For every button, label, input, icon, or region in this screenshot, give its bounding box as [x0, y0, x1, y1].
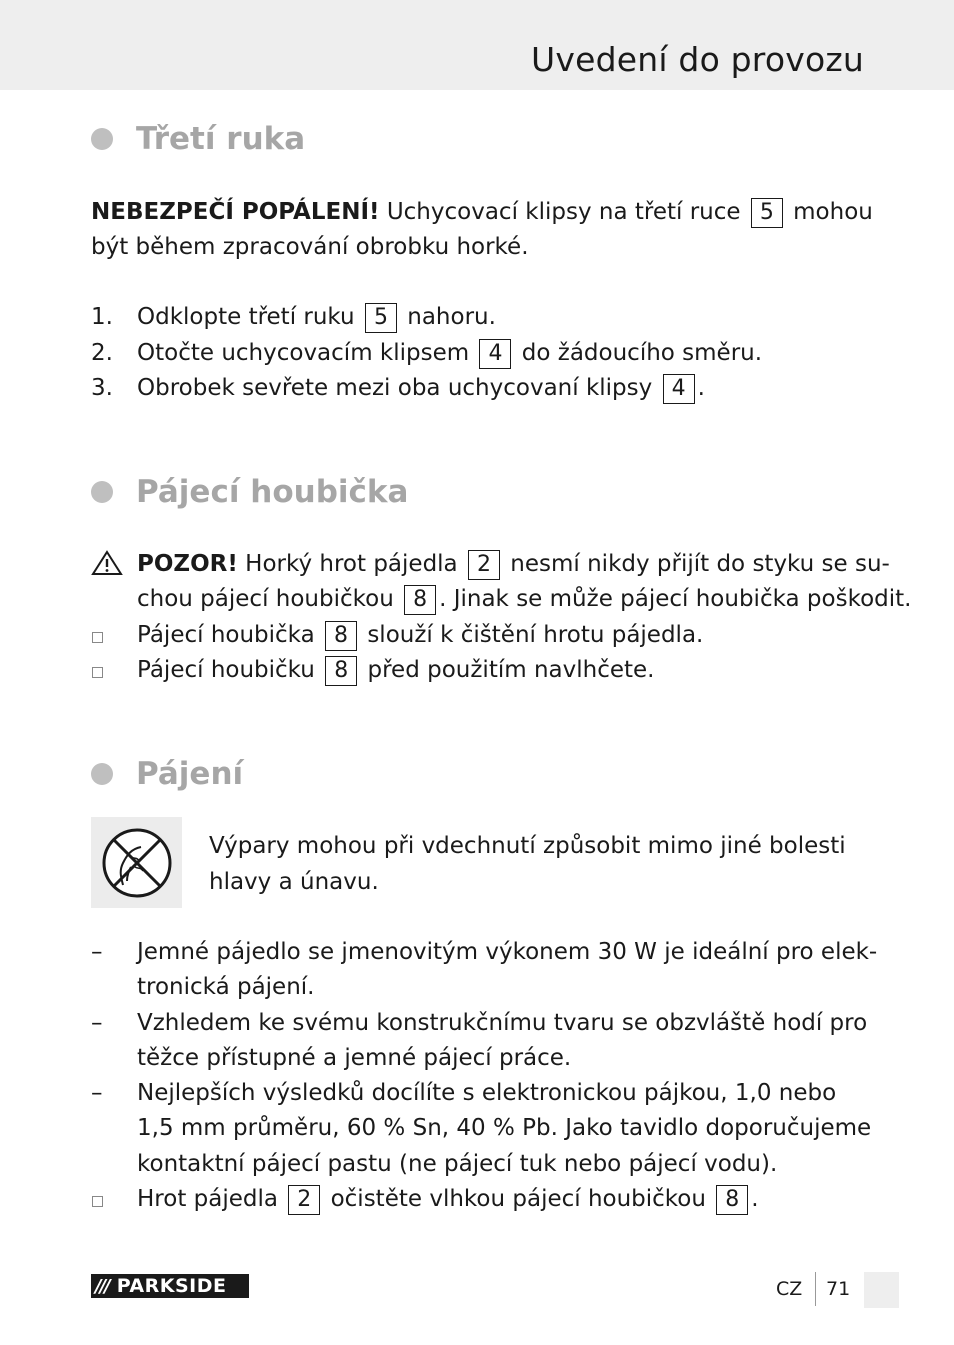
step-number: 2. — [91, 340, 113, 366]
part-ref: 2 — [468, 550, 500, 580]
page-title: Uvedení do provozu — [531, 40, 864, 79]
step-text: Otočte uchycovacím klipsem — [137, 340, 470, 366]
list-text: Hrot pájedla — [137, 1186, 278, 1212]
part-ref: 8 — [325, 621, 357, 651]
warning-text: Uchycovací klipsy na třetí ruce — [379, 199, 741, 225]
list-text: před použitím navlhčete. — [360, 657, 655, 683]
warning-triangle-icon — [91, 550, 123, 576]
section-title: Pájení — [136, 756, 244, 792]
section-heading-soldering — [91, 756, 243, 792]
part-ref: 8 — [325, 656, 357, 686]
dash-item-line: Jemné pájedlo se jmenovitým výkonem 30 W je ideální pro elek- — [137, 939, 878, 965]
step-text: nahoru. — [399, 304, 496, 330]
parkside-logo — [91, 1274, 249, 1298]
section-heading-third-hand — [91, 121, 305, 157]
section-heading-soldering-sponge — [91, 474, 408, 510]
dash-bullet: – — [91, 1080, 103, 1106]
dash-item-line: kontaktní pájecí pastu (ne pájecí tuk nebo pájecí vodu). — [137, 1151, 778, 1177]
step-text: Obrobek sevřete mezi oba uchycovaní klipsy — [137, 375, 653, 401]
list-text: . — [751, 1186, 759, 1212]
list-text: slouží k čištění hrotu pájedla. — [360, 622, 704, 648]
part-ref: 4 — [663, 374, 695, 404]
fumes-symbol-box — [91, 817, 182, 908]
list-text: Pájecí houbičku — [137, 657, 315, 683]
part-ref: 4 — [479, 339, 511, 369]
step-item — [137, 336, 762, 371]
part-ref: 2 — [288, 1185, 320, 1215]
footer-tab — [864, 1272, 899, 1308]
bullet-dot-icon — [91, 763, 113, 785]
part-ref: 8 — [404, 585, 436, 615]
caution-label: POZOR! — [137, 551, 238, 577]
caution-text-part: . Jinak se může pájecí houbička poškodit. — [439, 586, 912, 612]
part-ref: 5 — [751, 198, 783, 228]
warning-text: mohou — [785, 199, 873, 225]
step-text: do žádoucího směru. — [514, 340, 763, 366]
section-title: Pájecí houbička — [136, 474, 409, 510]
step-number: 1. — [91, 304, 113, 330]
burn-warning — [91, 195, 873, 230]
fumes-warning-line2: hlavy a únavu. — [209, 869, 379, 895]
step-item — [137, 300, 496, 335]
list-text: Pájecí houbička — [137, 622, 315, 648]
list-text: očistěte vlhkou pájecí houbičkou — [323, 1186, 706, 1212]
list-item — [137, 618, 703, 653]
caution-text-part: nesmí nikdy přijít do styku se su- — [502, 551, 890, 577]
step-item — [137, 371, 705, 406]
caution-text-line2 — [137, 582, 911, 617]
fumes-warning: Výpary mohou při vdechnutí způsobit mimo jiné bolesti — [209, 833, 846, 859]
logo-slashes: /// — [95, 1275, 109, 1297]
no-fumes-icon — [101, 827, 173, 899]
page-number: 71 — [826, 1278, 851, 1300]
dash-bullet: – — [91, 1010, 103, 1036]
checkbox-bullet-icon — [92, 1196, 103, 1207]
language-code: CZ — [776, 1278, 803, 1300]
bullet-dot-icon — [91, 128, 113, 150]
list-item — [137, 1182, 759, 1217]
dash-item-line: těžce přístupné a jemné pájecí práce. — [137, 1045, 572, 1071]
checkbox-bullet-icon — [92, 632, 103, 643]
bullet-dot-icon — [91, 481, 113, 503]
dash-bullet: – — [91, 939, 103, 965]
dash-item-line: Nejlepších výsledků docílíte s elektronickou pájkou, 1,0 nebo — [137, 1080, 837, 1106]
part-ref: 5 — [365, 303, 397, 333]
caution-text-part: Horký hrot pájedla — [237, 551, 458, 577]
footer-divider — [815, 1272, 816, 1306]
caution-text-part: chou pájecí houbičkou — [137, 586, 394, 612]
step-text: . — [697, 375, 705, 401]
section-title: Třetí ruka — [136, 121, 306, 157]
warning-label: NEBEZPEČÍ POPÁLENÍ! — [91, 199, 380, 225]
caution-text — [137, 547, 890, 582]
burn-warning-line2: být během zpracování obrobku horké. — [91, 234, 529, 260]
checkbox-bullet-icon — [92, 667, 103, 678]
step-text: Odklopte třetí ruku — [137, 304, 355, 330]
dash-item-line: 1,5 mm průměru, 60 % Sn, 40 % Pb. Jako tavidlo doporučujeme — [137, 1115, 872, 1141]
dash-item-line: Vzhledem ke svému konstrukčnímu tvaru se obzvláště hodí pro — [137, 1010, 868, 1036]
dash-item-line: tronická pájení. — [137, 974, 315, 1000]
step-number: 3. — [91, 375, 113, 401]
list-item — [137, 653, 654, 688]
logo-brand: PARKSIDE — [116, 1275, 227, 1297]
part-ref: 8 — [716, 1185, 748, 1215]
